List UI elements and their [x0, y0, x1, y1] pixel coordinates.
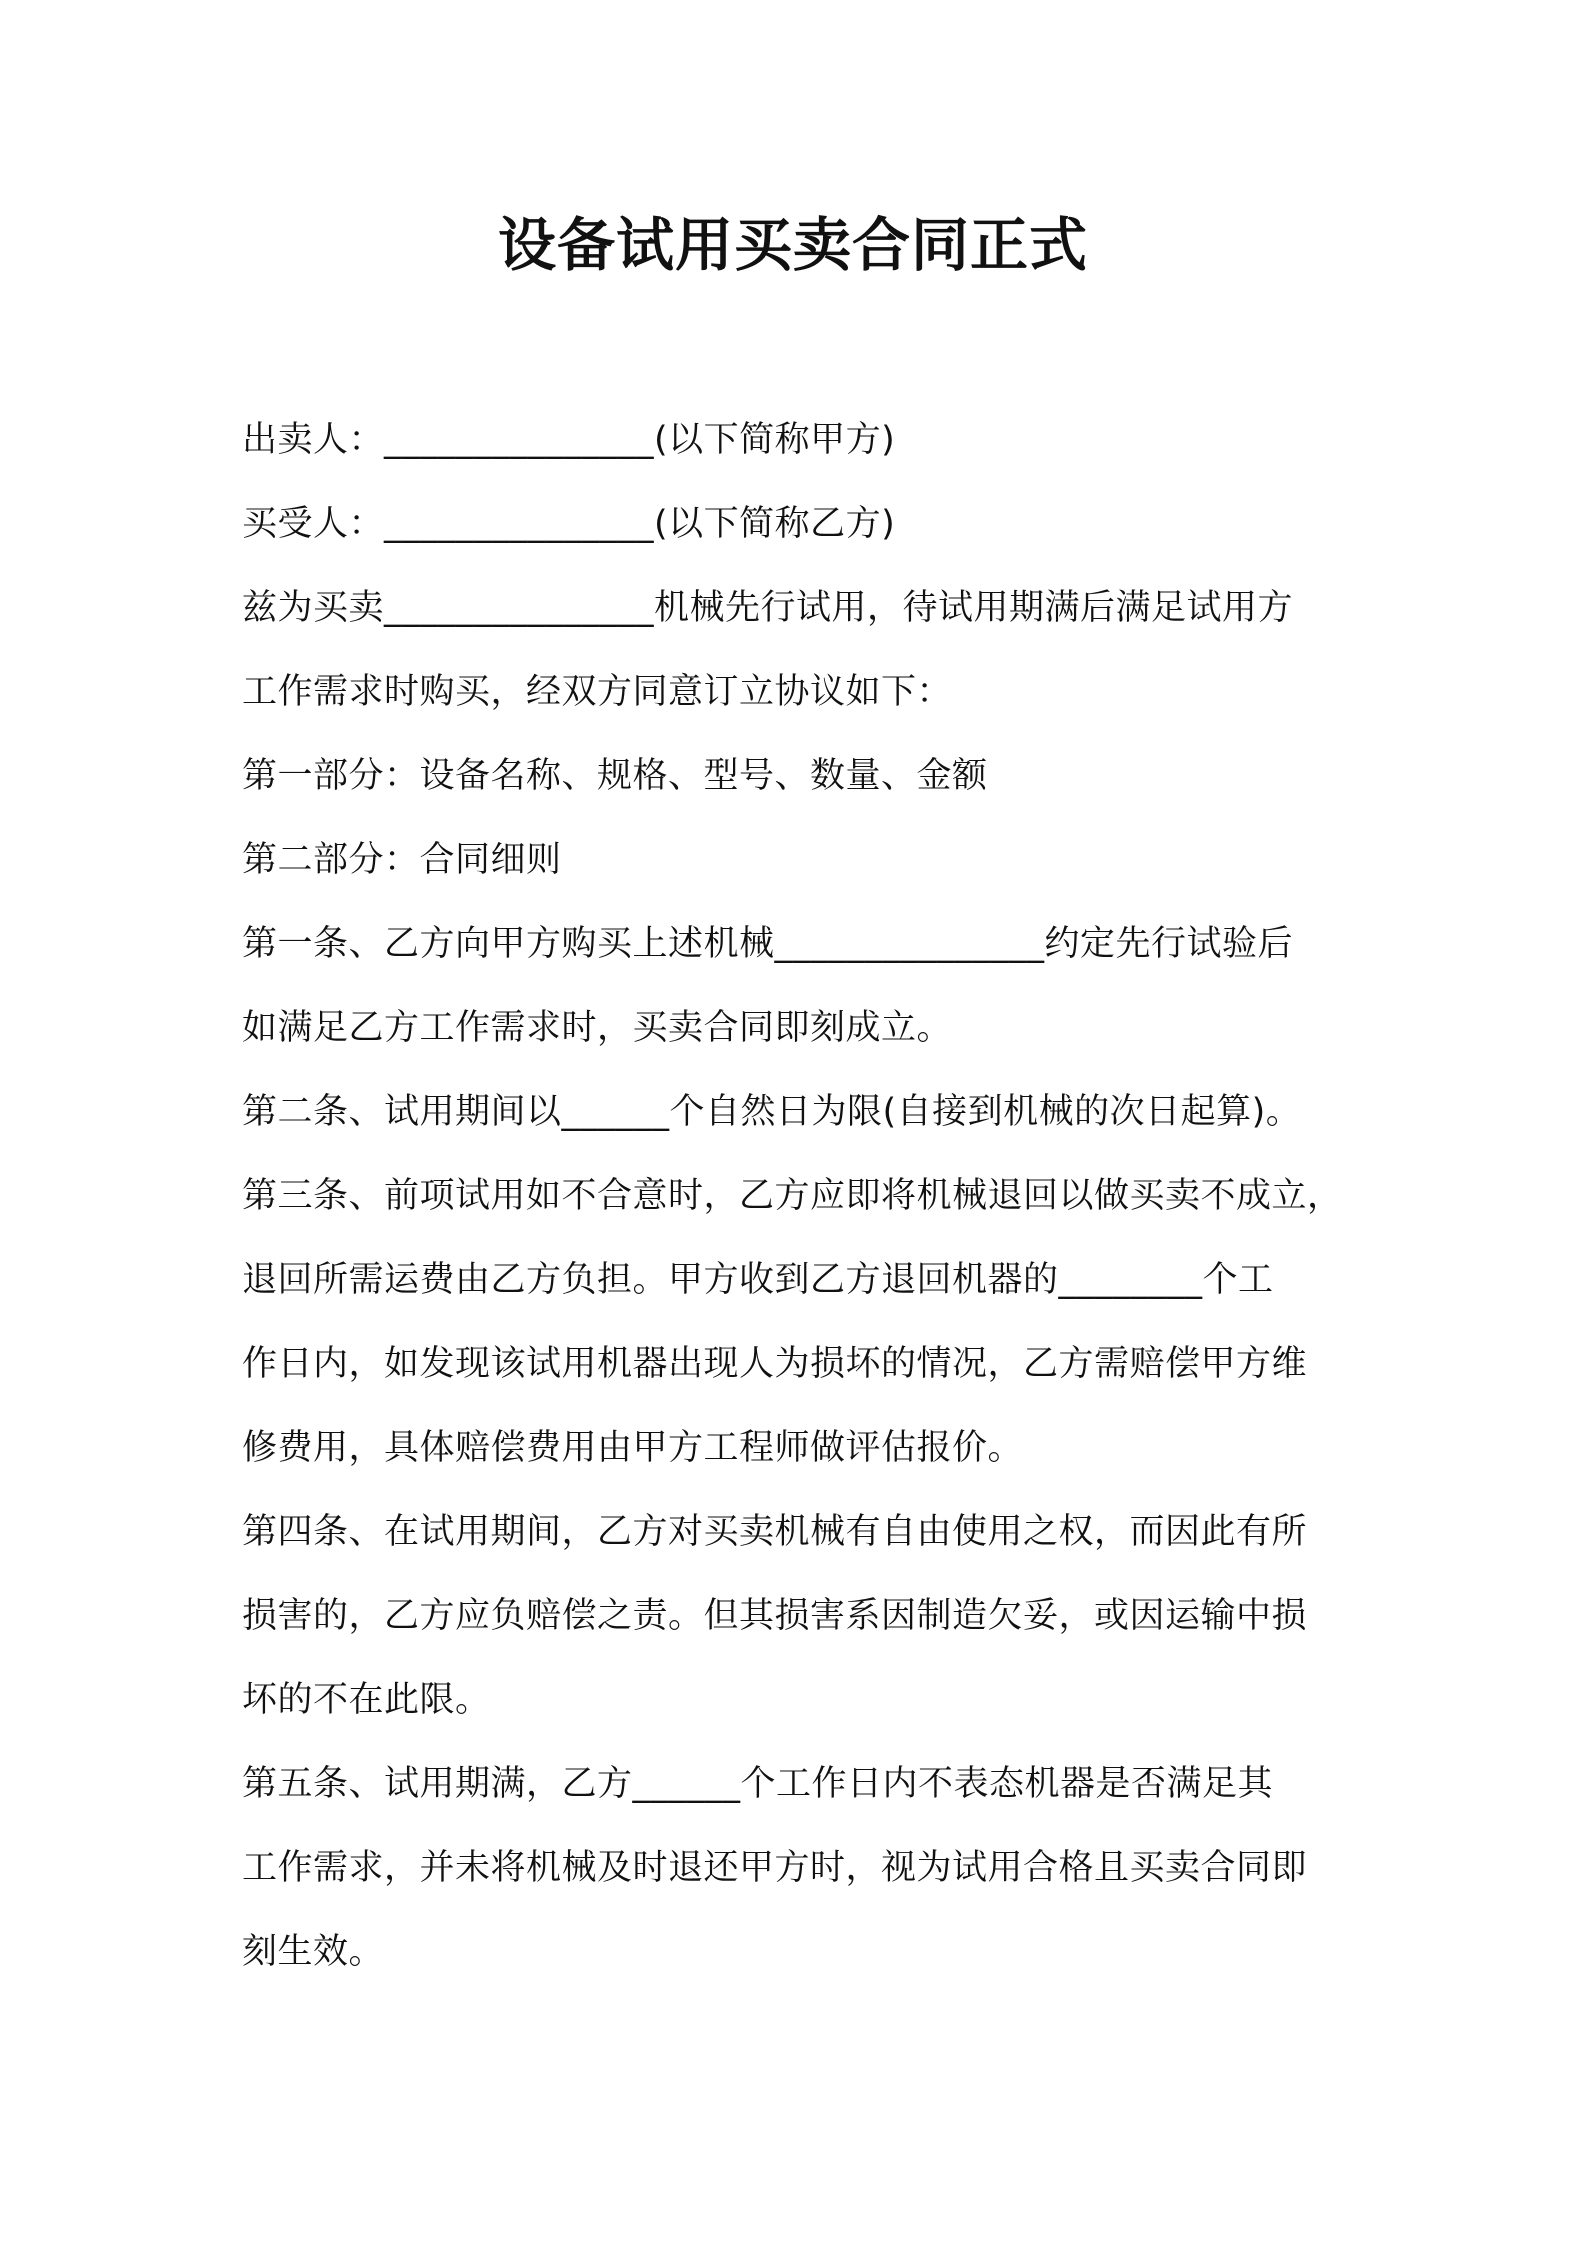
- seller-line: 出卖人：_______________(以下简称甲方): [242, 420, 896, 460]
- clause-three-line-2: 退回所需运费由乙方负担。甲方收到乙方退回机器的________个工: [242, 1260, 1274, 1300]
- clause-five-line-2: 工作需求，并未将机械及时退还甲方时，视为试用合格且买卖合同即: [242, 1848, 1308, 1888]
- intro-line-1: 兹为买卖_______________机械先行试用，待试用期满后满足试用方: [242, 588, 1294, 628]
- clause-one-line-2: 如满足乙方工作需求时，买卖合同即刻成立。: [242, 1008, 953, 1048]
- clause-two-line: 第二条、试用期间以______个自然日为限(自接到机械的次日起算)。: [242, 1092, 1302, 1132]
- clause-five-line-1: 第五条、试用期满，乙方______个工作日内不表态机器是否满足其: [242, 1764, 1274, 1804]
- part-one-heading: 第一部分：设备名称、规格、型号、数量、金额: [242, 756, 988, 796]
- buyer-line: 买受人：_______________(以下简称乙方): [242, 504, 896, 544]
- document-body: [242, 398, 1362, 1994]
- clause-four-line-2: 损害的，乙方应负赔偿之责。但其损害系因制造欠妥，或因运输中损: [242, 1596, 1308, 1636]
- clause-five-line-3: 刻生效。: [242, 1932, 385, 1972]
- document-title: 设备试用买卖合同正式: [497, 211, 1088, 279]
- intro-line-2: 工作需求时购买，经双方同意订立协议如下：: [242, 672, 953, 712]
- part-two-heading: 第二部分：合同细则: [242, 840, 562, 880]
- clause-three-line-3: 作日内，如发现该试用机器出现人为损坏的情况，乙方需赔偿甲方维: [242, 1344, 1308, 1384]
- clause-four-line-3: 坏的不在此限。: [242, 1680, 491, 1720]
- clause-four-line-1: 第四条、在试用期间，乙方对买卖机械有自由使用之权，而因此有所: [242, 1512, 1308, 1552]
- clause-three-line-1: 第三条、前项试用如不合意时，乙方应即将机械退回以做买卖不成立，: [242, 1176, 1343, 1216]
- clause-one-line-1: 第一条、乙方向甲方购买上述机械_______________约定先行试验后: [242, 924, 1294, 964]
- clause-three-line-4: 修费用，具体赔偿费用由甲方工程师做评估报价。: [242, 1428, 1024, 1468]
